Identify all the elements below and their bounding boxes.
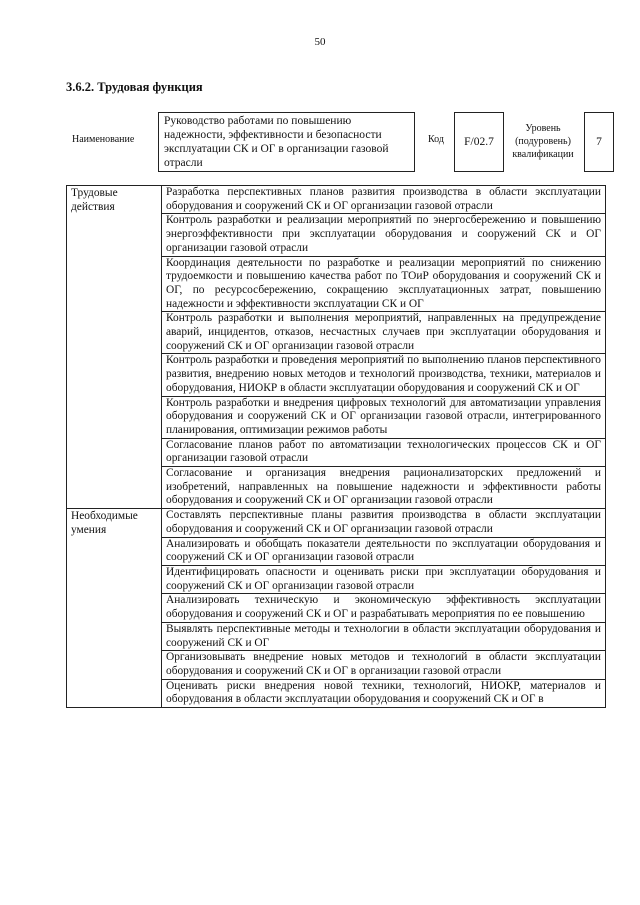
labor-action-item: Контроль разработки и внедрения цифровых технологий для автоматизации управления оборудования и сооружений СК и ОГ организации газовой отрасли, интегрированного планирования, оптимизации режимов работы [162, 396, 606, 438]
table-row [67, 509, 606, 537]
skill-item: Анализировать техническую и экономическую эффективность эксплуатации оборудования и сооружений СК и ОГ и разрабатывать мероприятия по ее повышению [162, 594, 606, 622]
qualification-level-box: 7 [584, 112, 614, 172]
code-label: Код [428, 134, 444, 145]
function-name-box: Руководство работами по повышению надежности, эффективности и безопасности эксплуатации СК и ОГ в организации газовой отрасли [158, 112, 415, 172]
qualification-level-label: Уровень (подуровень) квалификации [512, 123, 574, 160]
labor-action-item: Координация деятельности по разработке и реализации мероприятий по снижению трудоемкости и повышению качества работ по ТОиР оборудования и сооружений СК и ОГ, по ресурсосбережению, сокращению эксплуатационных затрат, повышению надежности и эффективности эксплуатации СК и ОГ [162, 256, 606, 312]
table-row [67, 186, 606, 214]
skill-item: Анализировать и обобщать показатели деятельности по эксплуатации оборудования и сооружений СК и ОГ организации газовой отрасли [162, 537, 606, 565]
section-title: 3.6.2. Трудовая функция [66, 80, 203, 94]
skill-item: Организовывать внедрение новых методов и технологий в области эксплуатации оборудования и сооружений СК и ОГ в организации газовой отрасли [162, 651, 606, 679]
code-value-box: F/02.7 [454, 112, 504, 172]
labor-action-item: Разработка перспективных планов развития производства в области эксплуатации оборудования и сооружений СК и ОГ организации газовой отрасли [162, 186, 606, 214]
skill-item: Идентифицировать опасности и оценивать риски при эксплуатации оборудования и сооружений СК и ОГ организации газовой отрасли [162, 565, 606, 593]
function-header [66, 112, 614, 174]
labor-action-item: Контроль разработки и выполнения мероприятий, направленных на предупреждение аварий, инцидентов, отказов, несчастных случаев при эксплуатации оборудования и сооружений СК и ОГ организации газовой отрасли [162, 312, 606, 354]
labor-action-item: Контроль разработки и проведения мероприятий по выполнению планов перспективного развития, внедрению новых методов и технологий производства, техники, материалов и оборудования, НИОКР в области эксплуатации оборудования и сооружений СК и ОГ [162, 354, 606, 396]
labor-action-item: Согласование планов работ по автоматизации технологических процессов СК и ОГ организации газовой отрасли [162, 438, 606, 466]
labor-action-item: Контроль разработки и реализации мероприятий по энергосбережению и повышению энергоэффективности при эксплуатации оборудования и сооружений СК и ОГ организации газовой отрасли [162, 214, 606, 256]
required-skills-label: Необходимые умения [67, 509, 162, 708]
requirements-table [66, 185, 606, 708]
skill-item: Составлять перспективные планы развития производства в области эксплуатации оборудования и сооружений СК и ОГ организации газовой отрасли [162, 509, 606, 537]
skill-item: Оценивать риски внедрения новой техники, технологий, НИОКР, материалов и оборудования в области эксплуатации оборудования и сооружений СК и ОГ в [162, 679, 606, 707]
labor-action-item: Согласование и организация внедрения рационализаторских предложений и изобретений, направленных на повышение надежности и эффективности работы оборудования и сооружений СК и ОГ организации газовой отрасли [162, 467, 606, 509]
skill-item: Выявлять перспективные методы и технологии в области эксплуатации оборудования и сооружений СК и ОГ [162, 622, 606, 650]
name-label: Наименование [72, 134, 135, 145]
page-number: 50 [314, 36, 326, 48]
labor-actions-label: Трудовые действия [67, 186, 162, 509]
